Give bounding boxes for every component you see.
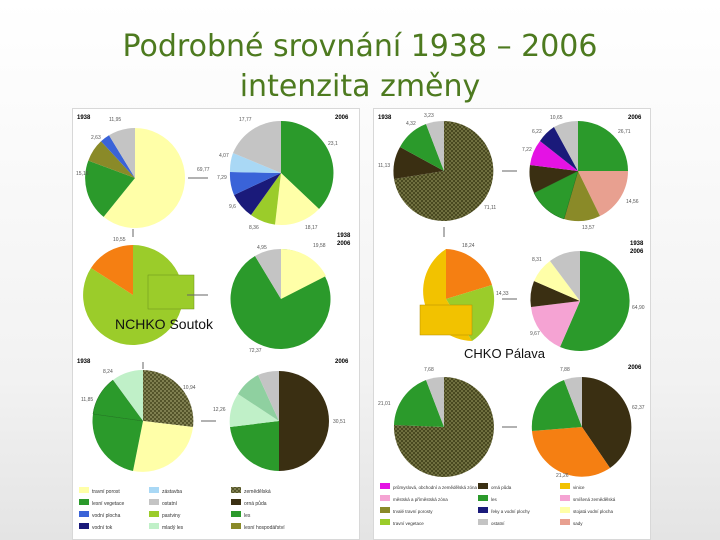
value-label: 10,94	[183, 385, 196, 391]
legend-label: zemědělská	[244, 489, 271, 495]
value-label: 21,01	[378, 401, 391, 407]
pie-slice	[133, 421, 193, 472]
left-figure-panel	[72, 108, 360, 540]
value-label: 19,58	[313, 243, 326, 249]
year-label: 2006	[335, 115, 349, 121]
year-label: 1938	[630, 241, 644, 247]
legend-label: orná půda	[244, 501, 267, 507]
value-label: 2,63	[91, 135, 101, 141]
legend-label: smíšená zemědělská	[573, 497, 616, 502]
legend-label: pastviny	[162, 513, 181, 519]
value-label: 7,88	[560, 367, 570, 373]
pie-slice	[143, 370, 193, 427]
year-label: 1938	[337, 233, 351, 239]
legend-label: travní porost	[92, 489, 120, 495]
legend-label: vinice	[573, 485, 585, 490]
value-label: 3,23	[424, 113, 434, 119]
pie-slice	[230, 421, 279, 471]
legend-label: les	[244, 513, 251, 519]
year-label: 1938	[77, 359, 91, 365]
legend-label: průmyslová, obchodní a zemědělská zóna	[393, 485, 478, 490]
value-label: 8,31	[532, 257, 542, 263]
right-figure-svg	[374, 109, 650, 539]
value-label: 17,77	[239, 117, 252, 123]
legend-label: les	[491, 497, 497, 502]
year-label: 2006	[335, 359, 349, 365]
value-label: 9,6	[229, 204, 236, 210]
value-label: 11,85	[81, 397, 94, 403]
year-label: 1938	[378, 115, 392, 121]
value-label: 21,26	[556, 473, 569, 479]
value-label: 72,37	[249, 348, 262, 354]
value-label: 7,22	[522, 147, 532, 153]
caption-chko-palava: CHKO Pálava	[464, 346, 545, 361]
value-label: 26,71	[618, 129, 631, 135]
legend-label: lesní hospodářství	[244, 525, 285, 531]
value-label: 18,24	[462, 243, 475, 249]
legend-label: sady	[573, 521, 583, 526]
value-label: 10,55	[113, 237, 126, 243]
pie-legend-box	[148, 275, 194, 309]
value-label: 4,95	[257, 245, 267, 251]
legend-label: trvalé travní porosty	[393, 509, 433, 514]
year-label: 2006	[337, 241, 351, 247]
value-label: 14,56	[626, 199, 639, 205]
value-label: 11,13	[378, 163, 391, 169]
value-label: 6,22	[532, 129, 542, 135]
value-label: 4,32	[406, 121, 416, 127]
year-label: 2006	[630, 249, 644, 255]
value-label: 10,65	[550, 115, 563, 121]
legend-label: vodní plocha	[92, 513, 121, 519]
legend-label: mladý les	[162, 525, 184, 531]
legend-label: orná půda	[491, 485, 512, 490]
value-label: 14,33	[496, 291, 509, 297]
legend-label: vodní tok	[92, 525, 113, 531]
caption-nchko-soutok: NCHKO Soutok	[115, 316, 214, 332]
legend-label: lesní vegetace	[92, 501, 125, 507]
year-label: 1938	[77, 115, 91, 121]
value-label: 15,16	[76, 171, 89, 177]
value-label: 8,24	[103, 369, 113, 375]
value-label: 7,68	[424, 367, 434, 373]
pie-slice	[279, 371, 329, 471]
legend-label: zástavba	[162, 489, 183, 495]
legend-label: městská a příměstská zóna	[393, 497, 448, 502]
year-label: 2006	[628, 115, 642, 121]
value-label: 11,95	[109, 117, 122, 123]
value-label: 23,1	[328, 141, 338, 147]
value-label: 8,36	[249, 225, 259, 231]
legend-label: ostatní	[162, 501, 178, 507]
value-label: 7,29	[217, 175, 227, 181]
value-label: 12,26	[213, 407, 226, 413]
pie-legend-box	[420, 305, 472, 335]
right-figure-panel	[373, 108, 651, 540]
legend-label: ostatní	[491, 521, 505, 526]
value-label: 9,67	[530, 331, 540, 337]
year-label: 2006	[628, 365, 642, 371]
legend-label: travní vegetace	[393, 521, 424, 526]
slide-title-line2: intenzita změny	[239, 69, 481, 104]
legend-label: stojatá vodní plocha	[573, 509, 614, 514]
value-label: 64,90	[632, 305, 645, 311]
value-label: 18,17	[305, 225, 318, 231]
value-label: 71,11	[484, 205, 497, 211]
value-label: 69,77	[197, 167, 210, 173]
value-label: 13,57	[582, 225, 595, 231]
value-label: 30,51	[333, 419, 346, 425]
value-label: 4,07	[219, 153, 229, 159]
legend-label: řeky a vodní plochy	[491, 509, 530, 514]
value-label: 62,37	[632, 405, 645, 411]
slide-title-line1: Podrobné srovnání 1938 – 2006	[122, 29, 598, 64]
